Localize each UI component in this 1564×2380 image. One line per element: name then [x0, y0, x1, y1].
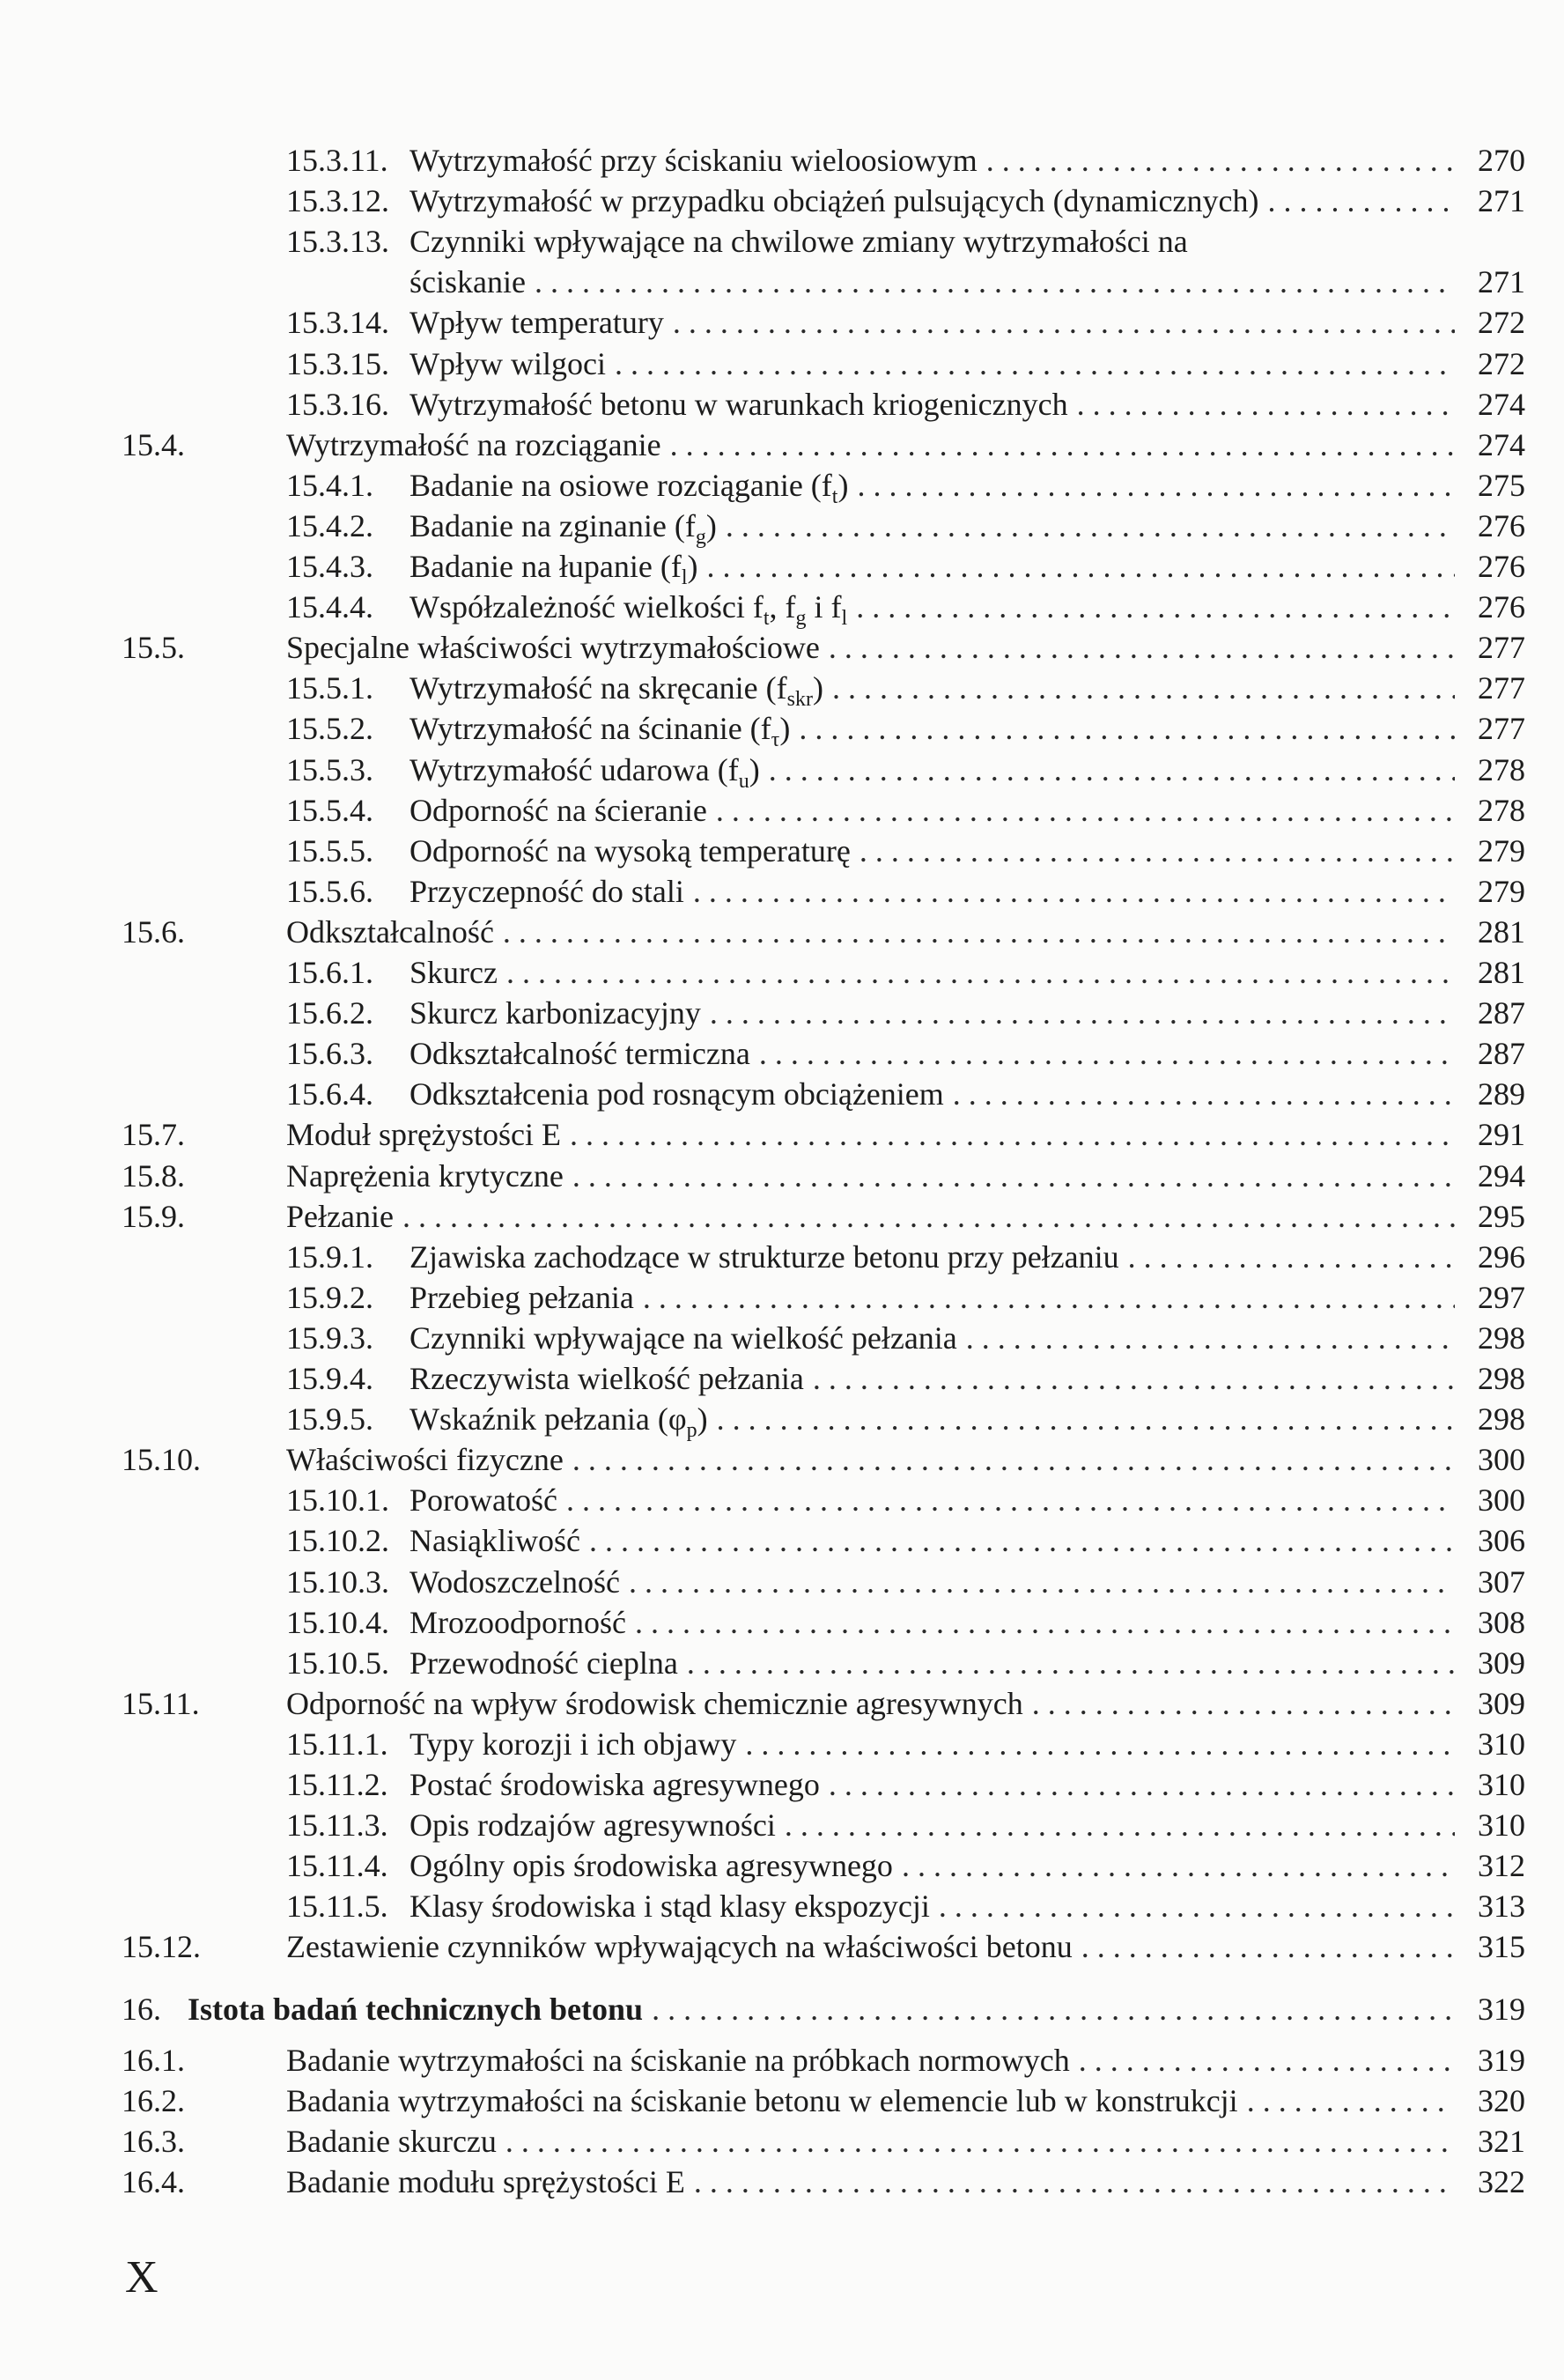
toc-page-number: 272 [1478, 345, 1525, 381]
toc-entry[interactable] [0, 588, 1564, 631]
toc-leader-dots [652, 1990, 1455, 2029]
toc-leader-dots [572, 1157, 1455, 1195]
toc-page-number: 312 [1478, 1848, 1525, 1884]
toc-entry-number: 15.9.3. [286, 1319, 373, 1356]
toc-entry-title: Wytrzymałość w przypadku obciążeń pulsujących (dynamicznych) [409, 183, 1259, 219]
toc-entry-title: Odkształcenia pod rosnącym obciążeniem [409, 1076, 944, 1112]
toc-entry[interactable] [0, 913, 1564, 953]
toc-page-number: 291 [1478, 1117, 1525, 1153]
toc-leader-dots [857, 466, 1455, 505]
toc-entry-number: 15.11.2. [286, 1767, 388, 1802]
toc-entry[interactable] [0, 466, 1564, 506]
toc-entry-title: ściskanie [409, 264, 526, 300]
toc-leader-dots [745, 1725, 1455, 1763]
toc-entry-number: 15.5.6. [286, 873, 373, 909]
toc-entry-title: Badanie wytrzymałości na ściskanie na próbkach normowych [286, 2042, 1070, 2078]
toc-entry-title: Odkształcalność [286, 913, 494, 950]
toc-entry-number: 15.6. [122, 913, 185, 950]
toc-entry-number: 15.5.4. [286, 792, 373, 828]
toc-entry-number: 15.10.5. [286, 1645, 389, 1681]
toc-page-number: 319 [1478, 2042, 1525, 2078]
toc-entry-number: 15.4.3. [286, 549, 373, 584]
toc-leader-dots [1128, 1238, 1455, 1276]
toc-leader-dots [717, 1400, 1455, 1438]
toc-entry-number: 15.6.3. [286, 1036, 373, 1072]
toc-entry-number: 15.3.13. [286, 224, 389, 260]
toc-entry[interactable] [0, 385, 1564, 425]
toc-leader-dots [503, 913, 1455, 951]
toc-entry-title: Skurcz [409, 955, 498, 990]
toc-entry[interactable] [0, 222, 1564, 262]
toc-entry-title: Badanie na łupanie $(f_l)$ [409, 549, 698, 590]
toc-entry-number: 15.12. [122, 1929, 201, 1965]
toc-entry-title: Wytrzymałość na skręcanie $(f_{skr})$ [409, 670, 823, 712]
toc-entry[interactable] [0, 1075, 1564, 1115]
toc-entry-number: 15.9. [122, 1198, 185, 1234]
toc-entry[interactable] [0, 1846, 1564, 1887]
toc-page-number: 295 [1478, 1198, 1525, 1234]
toc-page-number: 277 [1478, 711, 1525, 747]
toc-entry[interactable] [0, 791, 1564, 832]
toc-page-number: 287 [1478, 995, 1525, 1031]
toc-entry-title: Skurcz karbonizacyjny [409, 995, 701, 1031]
toc-entry[interactable] [0, 1319, 1564, 1359]
toc-entry[interactable] [0, 1157, 1564, 1197]
toc-leader-dots [570, 1115, 1455, 1154]
toc-entry-title: Współzależność wielkości $f_t$, $f_g$ i $f_l$ [409, 589, 848, 631]
toc-entry-number: 16. [122, 1991, 161, 2027]
toc-entry-title: Wpływ temperatury [409, 305, 664, 341]
toc-entry[interactable] [0, 506, 1564, 550]
toc-entry-number: 15.6.4. [286, 1076, 373, 1112]
toc-leader-dots [769, 750, 1455, 789]
toc-entry[interactable] [0, 1887, 1564, 1927]
toc-entry[interactable] [0, 1238, 1564, 1278]
toc-entry-number: 15.10.2. [286, 1523, 389, 1559]
toc-leader-dots [726, 506, 1455, 545]
toc-entry-title: Mrozoodporność [409, 1604, 626, 1640]
toc-entry-number: 15.7. [122, 1117, 185, 1153]
toc-entry-number: 15.9.2. [286, 1279, 373, 1315]
toc-entry-title: Specjalne właściwości wytrzymałościowe [286, 630, 820, 666]
toc-leader-dots [785, 1806, 1455, 1844]
toc-page-number: 310 [1478, 1767, 1525, 1802]
toc-entry[interactable] [0, 1603, 1564, 1644]
toc-entry[interactable] [0, 872, 1564, 913]
toc-leader-dots [1081, 1927, 1455, 1966]
toc-leader-dots [832, 669, 1455, 707]
toc-entry-title: Właściwości fizyczne [286, 1442, 564, 1478]
toc-page-number: 276 [1478, 589, 1525, 625]
toc-page-number: 294 [1478, 1157, 1525, 1194]
toc-entry-number: 15.11. [122, 1685, 200, 1721]
toc-entry-title: Klasy środowiska i stąd klasy ekspozycji [409, 1888, 930, 1925]
toc-entry-number: 15.10.3. [286, 1563, 389, 1600]
toc-leader-dots [1077, 385, 1455, 424]
toc-leader-dots [799, 709, 1455, 748]
toc-leader-dots [856, 588, 1455, 626]
toc-page-number: 298 [1478, 1319, 1525, 1356]
toc-entry-number: 16.2. [122, 2082, 185, 2118]
toc-leader-dots [902, 1846, 1455, 1885]
toc-entry-number: 15.3.14. [286, 305, 389, 341]
toc-page-number: 274 [1478, 386, 1525, 422]
toc-page-number: 320 [1478, 2082, 1525, 2118]
toc-entry-title: Wodoszczelność [409, 1563, 621, 1600]
toc-entry-title: Wpływ wilgoci [409, 345, 606, 381]
toc-entry-number: 15.4.2. [286, 507, 373, 543]
toc-leader-dots [687, 1644, 1455, 1682]
toc-page-number: 289 [1478, 1076, 1525, 1112]
toc-entry[interactable] [0, 2162, 1564, 2203]
toc-entry-number: 15.8. [122, 1157, 185, 1194]
toc-entry-title: Odkształcalność termiczna [409, 1036, 750, 1072]
toc-entry[interactable] [0, 1725, 1564, 1765]
toc-page-number: 271 [1478, 264, 1525, 300]
toc-page-number: 321 [1478, 2123, 1525, 2159]
toc-entry-title: Pełzanie [286, 1198, 394, 1234]
toc-leader-dots [506, 953, 1455, 992]
toc-page-number: 278 [1478, 751, 1525, 787]
toc-entry[interactable] [0, 1644, 1564, 1684]
toc-entry[interactable] [0, 1806, 1564, 1846]
toc-page-number: 281 [1478, 955, 1525, 990]
toc-page-number: 308 [1478, 1604, 1525, 1640]
toc-leader-dots [1247, 2081, 1455, 2120]
toc-entry[interactable] [0, 1197, 1564, 1238]
toc-page-number: 297 [1478, 1279, 1525, 1315]
toc-entry-title: Odporność na wpływ środowisk chemicznie agresywnych [286, 1685, 1023, 1721]
toc-leader-dots [986, 141, 1455, 180]
toc-page-number: 319 [1478, 1991, 1525, 2027]
toc-entry-number: 15.11.4. [286, 1848, 388, 1884]
toc-entry[interactable] [0, 181, 1564, 222]
toc-leader-dots [535, 262, 1455, 301]
toc-page-number: 298 [1478, 1361, 1525, 1396]
toc-leader-dots [566, 1481, 1455, 1519]
toc-entry-number: 15.3.11. [286, 143, 388, 178]
toc-page-number: 277 [1478, 670, 1525, 706]
toc-leader-dots [643, 1278, 1455, 1317]
toc-entry-number: 15.10. [122, 1442, 201, 1478]
toc-page-number: 298 [1478, 1401, 1525, 1438]
toc-entry-number: 15.4.1. [286, 467, 373, 503]
toc-entry-number: 15.6.2. [286, 995, 373, 1031]
toc-entry[interactable] [0, 425, 1564, 466]
toc-entry-number: 16.1. [122, 2042, 185, 2078]
toc-page-number: 281 [1478, 913, 1525, 950]
toc-leader-dots [670, 425, 1455, 464]
toc-entry[interactable] [0, 141, 1564, 181]
toc-entry-title: Przebieg pełzania [409, 1279, 634, 1315]
toc-page-number: 310 [1478, 1807, 1525, 1844]
toc-entry-title: Wytrzymałość przy ściskaniu wieloosiowym [409, 143, 978, 178]
toc-leader-dots [673, 303, 1455, 342]
toc-entry[interactable] [0, 1400, 1564, 1443]
toc-entry-title: Przyczepność do stali [409, 873, 684, 909]
toc-entry-title: Ogólny opis środowiska agresywnego [409, 1848, 893, 1884]
toc-entry[interactable] [0, 832, 1564, 872]
toc-entry-number: 15.11.5. [286, 1888, 388, 1925]
toc-entry-number: 15.10.4. [286, 1604, 389, 1640]
toc-entry[interactable] [0, 2081, 1564, 2122]
toc-entry[interactable] [0, 262, 1564, 303]
toc-entry[interactable] [0, 669, 1564, 712]
toc-page-number: 276 [1478, 549, 1525, 584]
toc-entry-title: Badanie modułu sprężystości E [286, 2163, 685, 2199]
toc-entry-title: Postać środowiska agresywnego [409, 1767, 820, 1802]
toc-page-number: 279 [1478, 832, 1525, 868]
toc-entry-number: 15.9.4. [286, 1361, 373, 1396]
toc-entry-title: Odporność na wysoką temperaturę [409, 832, 851, 868]
toc-entry-number: 15.5.3. [286, 751, 373, 787]
page-roman-numeral: X [125, 2252, 159, 2302]
toc-entry-number: 16.4. [122, 2163, 185, 2199]
toc-entry-number: 16.3. [122, 2123, 185, 2159]
toc-entry-title: Wytrzymałość na rozciąganie [286, 426, 661, 462]
toc-entry[interactable] [0, 1359, 1564, 1400]
toc-leader-dots [759, 1034, 1455, 1073]
toc-entry-title: Wytrzymałość betonu w warunkach kriogenicznych [409, 386, 1068, 422]
toc-entry-title: Czynniki wpływające na chwilowe zmiany wytrzymałości na [409, 224, 1188, 260]
toc-entry-number: 15.10.1. [286, 1482, 389, 1519]
toc-entry[interactable] [0, 2041, 1564, 2081]
toc-entry-title: Odporność na ścieranie [409, 792, 707, 828]
toc-page-number: 300 [1478, 1482, 1525, 1519]
toc-page-number: 272 [1478, 305, 1525, 341]
toc-leader-dots [629, 1563, 1455, 1601]
toc-entry-number: 15.5.2. [286, 711, 373, 747]
toc-entry[interactable] [0, 1684, 1564, 1725]
toc-entry-number: 15.5.1. [286, 670, 373, 706]
toc-page-number: 271 [1478, 183, 1525, 219]
toc-entry-title: Czynniki wpływające na wielkość pełzania [409, 1319, 957, 1356]
toc-entry-number: 15.4. [122, 426, 185, 462]
toc-page-number: 300 [1478, 1442, 1525, 1478]
toc-entry-number: 15.5.5. [286, 832, 373, 868]
toc-page-number: 296 [1478, 1238, 1525, 1275]
toc-entry-title: Zjawiska zachodzące w strukturze betonu przy pełzaniu [409, 1238, 1119, 1275]
toc-entry-number: 15.5. [122, 630, 185, 666]
toc-entry[interactable] [0, 1115, 1564, 1156]
toc-page-number: 287 [1478, 1036, 1525, 1072]
toc-page-number: 310 [1478, 1726, 1525, 1762]
toc-page-number: 309 [1478, 1645, 1525, 1681]
toc-entry[interactable] [0, 1563, 1564, 1603]
toc-page-number: 315 [1478, 1929, 1525, 1965]
toc-entry-number: 15.6.1. [286, 955, 373, 990]
toc-entry-title: Moduł sprężystości E [286, 1117, 561, 1153]
toc-page-number: 274 [1478, 426, 1525, 462]
toc-leader-dots [693, 872, 1455, 911]
toc-entry-title: Wytrzymałość udarowa $(f_u)$ [409, 751, 760, 793]
toc-leader-dots [829, 1765, 1455, 1804]
toc-entry[interactable] [0, 303, 1564, 344]
toc-entry-title: Badanie na osiowe rozciąganie $(f_t)$ [409, 467, 849, 508]
toc-entry-title: Zestawienie czynników wpływających na właściwości betonu [286, 1929, 1073, 1965]
toc-page-number: 322 [1478, 2163, 1525, 2199]
toc-leader-dots [813, 1359, 1455, 1398]
toc-entry-number: 15.3.12. [286, 183, 389, 219]
toc-entry[interactable] [0, 1278, 1564, 1319]
toc-entry-title: Badanie na zginanie $(f_g)$ [409, 507, 717, 550]
toc-entry-title: Porowatość [409, 1482, 557, 1519]
toc-leader-dots [1267, 181, 1455, 220]
toc-entry-title: Rzeczywista wielkość pełzania [409, 1361, 804, 1396]
toc-entry-title: Opis rodzajów agresywności [409, 1807, 776, 1844]
toc-leader-dots [694, 2162, 1455, 2201]
toc-entry[interactable] [0, 709, 1564, 750]
toc-leader-dots [966, 1319, 1455, 1357]
toc-entry-number: 15.9.5. [286, 1401, 373, 1438]
toc-entry-title: Badania wytrzymałości na ściskanie betonu w elemencie lub w konstrukcji [286, 2082, 1238, 2118]
toc-entry[interactable] [0, 547, 1564, 588]
toc-entry-number: 15.11.3. [286, 1807, 388, 1844]
toc-leader-dots [615, 344, 1455, 383]
toc-entry[interactable] [0, 953, 1564, 994]
toc-entry[interactable] [0, 750, 1564, 791]
toc-entry[interactable] [0, 1765, 1564, 1806]
toc-page-number: 270 [1478, 143, 1525, 178]
toc-entry[interactable] [0, 1034, 1564, 1075]
toc-leader-dots [859, 832, 1455, 870]
toc-entry-number: 15.9.1. [286, 1238, 373, 1275]
toc-page-number: 277 [1478, 630, 1525, 666]
toc-page-number: 279 [1478, 873, 1525, 909]
toc-leader-dots [710, 994, 1455, 1032]
toc-entry[interactable] [0, 994, 1564, 1034]
toc-leader-dots [707, 547, 1455, 586]
toc-page-number: 313 [1478, 1888, 1525, 1925]
toc-entry-number: 15.4.4. [286, 589, 373, 625]
toc-leader-dots [505, 2122, 1455, 2161]
toc-entry-number: 15.3.15. [286, 345, 389, 381]
toc-entry[interactable] [0, 1440, 1564, 1481]
toc-leader-dots [829, 628, 1455, 667]
toc-entry-number: 15.3.16. [286, 386, 389, 422]
toc-leader-dots [572, 1440, 1455, 1479]
toc-entry-number: 15.11.1. [286, 1726, 388, 1762]
toc-leader-dots [1032, 1684, 1455, 1723]
toc-entry-title: Badanie skurczu [286, 2123, 497, 2159]
toc-page-number: 276 [1478, 507, 1525, 543]
toc-leader-dots [402, 1197, 1455, 1236]
toc-entry[interactable] [0, 1521, 1564, 1562]
toc-page-number: 278 [1478, 792, 1525, 828]
toc-leader-dots [1079, 2041, 1455, 2080]
toc-leader-dots [716, 791, 1455, 830]
toc-page-number: 309 [1478, 1685, 1525, 1721]
toc-entry-title: Nasiąkliwość [409, 1523, 580, 1559]
toc-entry[interactable] [0, 628, 1564, 669]
toc-page-number: 275 [1478, 467, 1525, 503]
toc-entry-title: Istota badań technicznych betonu [188, 1991, 644, 2027]
toc-leader-dots [953, 1075, 1455, 1113]
toc-page-number: 306 [1478, 1523, 1525, 1559]
toc-entry[interactable] [0, 1927, 1564, 1968]
toc-entry[interactable] [0, 344, 1564, 385]
toc-entry[interactable] [0, 1481, 1564, 1521]
toc-page-number: 307 [1478, 1563, 1525, 1600]
toc-entry[interactable] [0, 2122, 1564, 2162]
toc-entry-title: Wytrzymałość na ścinanie $(f_\tau)$ [409, 711, 791, 752]
toc-entry[interactable] [0, 1990, 1564, 2030]
toc-entry-title: Wskaźnik pełzania $(\varphi_p)$ [409, 1401, 708, 1443]
toc-leader-dots [939, 1887, 1455, 1925]
toc-entry-title: Typy korozji i ich objawy [409, 1726, 737, 1762]
toc-entry-title: Naprężenia krytyczne [286, 1157, 564, 1194]
toc-entry-title: Przewodność cieplna [409, 1645, 678, 1681]
toc-leader-dots [589, 1521, 1455, 1560]
toc-leader-dots [635, 1603, 1455, 1642]
